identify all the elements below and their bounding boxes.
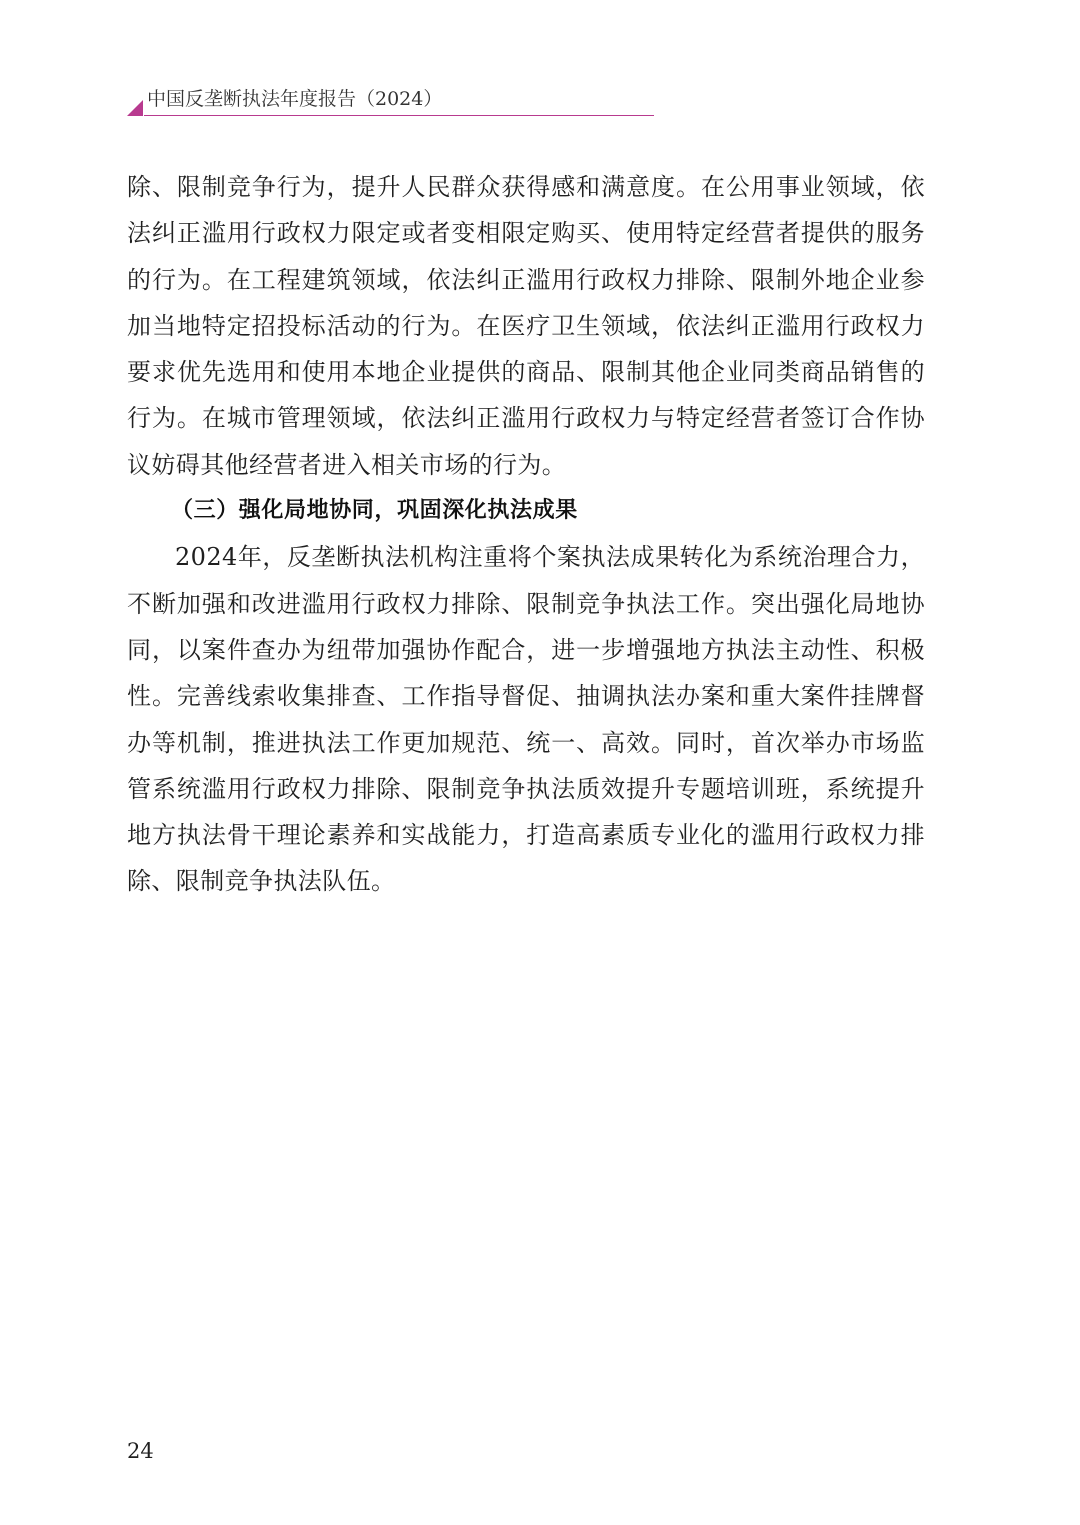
page-number: 24 xyxy=(127,1439,154,1463)
paragraph-1: 除、限制竞争行为，提升人民群众获得感和满意度。在公用事业领域，依法纠正滥用行政权力限定或者变相限定购买、使用特定经营者提供的服务的行为。在工程建筑领域，依法纠正滥用行政权力排除、限制外地企业参加当地特定招投标活动的行为。在医疗卫生领域，依法纠正滥用行政权力要求优先选用和使用本地企业提供的商品、限制其他企业同类商品销售的行为。在城市管理领域，依法纠正滥用行政权力与特定经营者签订合作协议妨碍其他经营者进入相关市场的行为。 xyxy=(127,173,925,479)
header-triangle-icon xyxy=(127,100,143,116)
header-title: 中国反垄断执法年度报告（2024） xyxy=(147,88,443,110)
body-text xyxy=(127,164,925,905)
section-heading: （三）强化局地协同，巩固深化执法成果 xyxy=(171,498,578,524)
header-rule xyxy=(144,115,654,116)
running-header xyxy=(127,86,654,118)
paragraph-2: 2024年，反垄断执法机构注重将个案执法成果转化为系统治理合力，不断加强和改进滥用行政权力排除、限制竞争执法工作。突出强化局地协同，以案件查办为纽带加强协作配合，进一步增强地方执法主动性、积极性。完善线索收集排查、工作指导督促、抽调执法办案和重大案件挂牌督办等机制，推进执法工作更加规范、统一、高效。同时，首次举办市场监管系统滥用行政权力排除、限制竞争执法质效提升专题培训班，系统提升地方执法骨干理论素养和实战能力，打造高素质专业化的滥用行政权力排除、限制竞争执法队伍。 xyxy=(127,543,925,896)
